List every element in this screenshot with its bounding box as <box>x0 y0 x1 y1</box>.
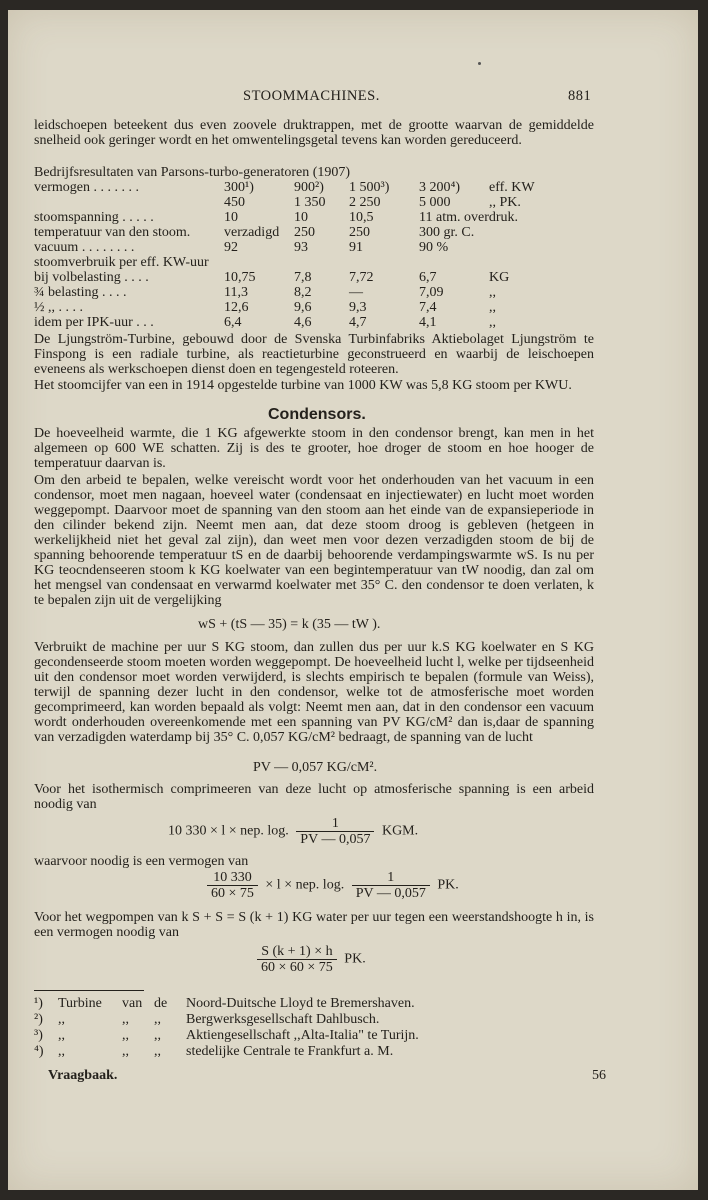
table-cell-c2: 93 <box>294 240 308 255</box>
table-row <box>34 180 604 195</box>
table-cell-c4: 4,1 <box>419 315 437 330</box>
table-cell-c2: 10 <box>294 210 308 225</box>
footnote-b: ,, <box>122 1044 129 1059</box>
table-cell-c2: 4,6 <box>294 315 312 330</box>
table-cell-c3: 7,72 <box>349 270 374 285</box>
footnote-c: ,, <box>154 1012 161 1027</box>
table-caption: Bedrijfsresultaten van Parsons-turbo-generatoren (1907) <box>34 165 351 180</box>
table-cell-c5: ,, PK. <box>489 195 521 210</box>
footnote-text: stedelijke Centrale te Frankfurt a. M. <box>186 1044 394 1059</box>
table-cell-label: bij volbelasting . . . . <box>34 270 149 285</box>
footnote-item <box>34 996 594 1012</box>
table-cell-label: ¾ belasting . . . . <box>34 285 127 300</box>
table-row <box>34 255 604 270</box>
footnote-a: ,, <box>58 1044 65 1059</box>
table-cell-c4: 300 gr. C. <box>419 225 475 240</box>
table-cell-c5: ,, <box>489 315 496 330</box>
footnotes <box>34 996 594 1060</box>
turbo-generator-table <box>34 165 604 330</box>
footnote-mark: ²) <box>34 1012 43 1027</box>
footnote-mark: ¹) <box>34 996 43 1011</box>
footnote-text: Aktiengesellschaft ,,Alta-Italia" te Turijn. <box>186 1028 419 1043</box>
vapour-pressure-formula: PV — 0,057 KG/cM². <box>253 760 378 775</box>
table-row <box>34 315 604 330</box>
table-cell-c4: 11 atm. overdruk. <box>419 210 519 225</box>
footnote-b: ,, <box>122 1012 129 1027</box>
footnote-c: ,, <box>154 1028 161 1043</box>
table-cell-c1: 6,4 <box>224 315 242 330</box>
work-formula: 10 330 × l × nep. log. $\frac{1}{PV — 0,057}$ KGM. <box>168 816 419 847</box>
table-cell-c4: 90 % <box>419 240 449 255</box>
footnote-c: ,, <box>154 1044 161 1059</box>
ljungstrom-paragraph: De Ljungström-Turbine, gebouwd door de Svenska Turbinfabriks Aktiebolaget Ljungström te Finspong is een radiale turbine, als reactieturbine geconstrueerd en waarbij de leischoepen eveneens als werkschoepen dienst doen en tegengesteld roteeren. <box>34 332 594 377</box>
power-formula: $\frac{10 330}{60 \times 75}$ × l × nep. log. $\frac{1}{PV — 0,057}$ PK. <box>203 870 459 901</box>
table-cell-c3: 250 <box>349 225 370 240</box>
footnote-item <box>34 1044 594 1060</box>
table-cell-c3: 9,3 <box>349 300 367 315</box>
footnote-b: ,, <box>122 1028 129 1043</box>
table-cell-c1: 300¹) <box>224 180 254 195</box>
table-cell-c5: KG <box>489 270 510 285</box>
table-cell-c5: ,, <box>489 300 496 315</box>
table-cell-label: temperatuur van den stoom. <box>34 225 191 240</box>
equation-condensor: wS + (tS — 35) = k (35 — tW ). <box>198 617 381 632</box>
pumping-paragraph: Voor het wegpompen van k S + S = S (k + 1) KG water per uur tegen een weerstandshoogte h in, is een vermogen noodig van <box>34 910 594 940</box>
table-cell-label: stoomspanning . . . . . <box>34 210 154 225</box>
table-row <box>34 270 604 285</box>
table-cell-c1: 92 <box>224 240 238 255</box>
work-paragraph: Om den arbeid te bepalen, welke vereischt wordt voor het onderhouden van het vacuum in een condensor, moet men nagaan, hoeveel water (condensaat en injectiewater) en lucht moet worden weggepompt. Daarvoor moet de spanning van den stoom aan het einde van de expansieperiode in den cilinder bekend zijn. Neemt men aan, dat deze stoom droog is gebleven (hetgeen in werkelijkheid niet het geval zal zijn), dan weet men voor dezen verzadigden stoom de bij de spanning behoorende temperatuur tS en de daarbij behoorende verdampingswarmte wS. Is nu per KG teocndenseeren stoom k KG koelwater van een begintemperatuur van tW noodig, dan zal om het mengsel van condensaat en verwarmd koelwater met 35° C. den condensor te doen verlaten, k te bepalen zijn uit de vergelijking <box>34 473 594 608</box>
print-speck <box>478 62 481 65</box>
footnote-a: ,, <box>58 1012 65 1027</box>
table-cell-c1: 10 <box>224 210 238 225</box>
table-cell-c1: verzadigd <box>224 225 280 240</box>
table-cell-c3: 4,7 <box>349 315 367 330</box>
footer-title: Vraagbaak. <box>48 1068 118 1083</box>
footnote-a: ,, <box>58 1028 65 1043</box>
footnote-mark: ⁴) <box>34 1044 44 1059</box>
table-cell-c4: 7,09 <box>419 285 444 300</box>
table-cell-c1: 450 <box>224 195 245 210</box>
table-cell-label: vacuum . . . . . . . . <box>34 240 135 255</box>
footnote-mark: ³) <box>34 1028 43 1043</box>
table-cell-c3: 2 250 <box>349 195 381 210</box>
signature-mark: 56 <box>592 1068 606 1083</box>
section-heading: Condensors. <box>268 406 366 423</box>
table-cell-c5: ,, <box>489 285 496 300</box>
table-row <box>34 285 604 300</box>
table-cell-c3: 10,5 <box>349 210 374 225</box>
page-number: 881 <box>568 88 592 104</box>
footnote-item <box>34 1012 594 1028</box>
table-cell-c2: 900²) <box>294 180 324 195</box>
footnote-b: van <box>122 996 143 1011</box>
steam-rate-paragraph: Het stoomcijfer van een in 1914 opgestelde turbine van 1000 KW was 5,8 KG stoom per KWU. <box>34 378 572 393</box>
table-cell-label: vermogen . . . . . . . <box>34 180 139 195</box>
table-cell-c2: 1 350 <box>294 195 326 210</box>
table-cell-c4: 6,7 <box>419 270 437 285</box>
table-row <box>34 195 604 210</box>
pumping-formula: $\frac{S (k + 1) \times h}{60 \times 60 \times 75}$ PK. <box>253 944 366 975</box>
table-cell-label: ½ ,, . . . . <box>34 300 83 315</box>
intro-paragraph: leidschoepen beteekent dus even zoovele druktrappen, met de grootte waarvan de gemiddelde snelheid ook geringer wordt en het omwentelingsgetal tevens kan worden gereduceerd. <box>34 118 594 148</box>
book-page <box>8 10 698 1190</box>
table-cell-c2: 9,6 <box>294 300 312 315</box>
table-cell-label: idem per IPK-uur . . . <box>34 315 154 330</box>
table-cell-c3: 1 500³) <box>349 180 390 195</box>
table-cell-c5: eff. KW <box>489 180 535 195</box>
footnote-a: Turbine <box>58 996 102 1011</box>
table-cell-c4: 3 200⁴) <box>419 180 461 195</box>
table-cell-c1: 10,75 <box>224 270 256 285</box>
running-header-title: STOOMMACHINES. <box>243 88 380 104</box>
table-row <box>34 300 604 315</box>
table-row <box>34 240 604 255</box>
table-cell-c4: 7,4 <box>419 300 437 315</box>
table-cell-c4: 5 000 <box>419 195 451 210</box>
table-row <box>34 210 604 225</box>
footnote-c: de <box>154 996 168 1011</box>
consumption-paragraph: Verbruikt de machine per uur S KG stoom, dan zullen dus per uur k.S KG koelwater en S KG gecondenseerde stoom moeten worden weggepompt. De hoeveelheid lucht l, welke per tijdseenheid uit den condensor moet worden verwijderd, is slechts empirisch te bepalen (formule van Weiss), terwijl de spanning dezer lucht in den condensor, welke tot de atmosferische moet worden gecomprimeerd, kan worden bepaald als volgt: Neemt men aan, dat in den condensor een vacuum wordt onderhouden overeenkomende met een spanning van PV KG/cM² dan is,daar de spanning van verzadigden waterdamp bij 35° C. 0,057 KG/cM² bedraagt, de spanning van de lucht <box>34 640 594 745</box>
footnote-item <box>34 1028 594 1044</box>
table-cell-c2: 8,2 <box>294 285 312 300</box>
footnote-text: Noord-Duitsche Lloyd te Bremershaven. <box>186 996 415 1011</box>
footnote-rule <box>34 990 144 991</box>
isothermal-paragraph: Voor het isothermisch comprimeeren van deze lucht op atmosferische spanning is een arbeid noodig van <box>34 782 594 812</box>
power-intro: waarvoor noodig is een vermogen van <box>34 854 249 869</box>
table-cell-c2: 250 <box>294 225 315 240</box>
table-cell-label: stoomverbruik per eff. KW-uur <box>34 255 209 270</box>
heat-paragraph: De hoeveelheid warmte, die 1 KG afgewerkte stoom in den condensor brengt, kan men in het algemeen op 600 WE schatten. Zij is des te grooter, hoe droger de stoom en hoe hooger de temperatuur daarvan is. <box>34 426 594 471</box>
table-row <box>34 225 604 240</box>
table-cell-c3: — <box>349 285 363 300</box>
table-cell-c2: 7,8 <box>294 270 312 285</box>
footnote-text: Bergwerksgesellschaft Dahlbusch. <box>186 1012 380 1027</box>
table-cell-c1: 11,3 <box>224 285 248 300</box>
table-cell-c1: 12,6 <box>224 300 249 315</box>
table-cell-c3: 91 <box>349 240 363 255</box>
